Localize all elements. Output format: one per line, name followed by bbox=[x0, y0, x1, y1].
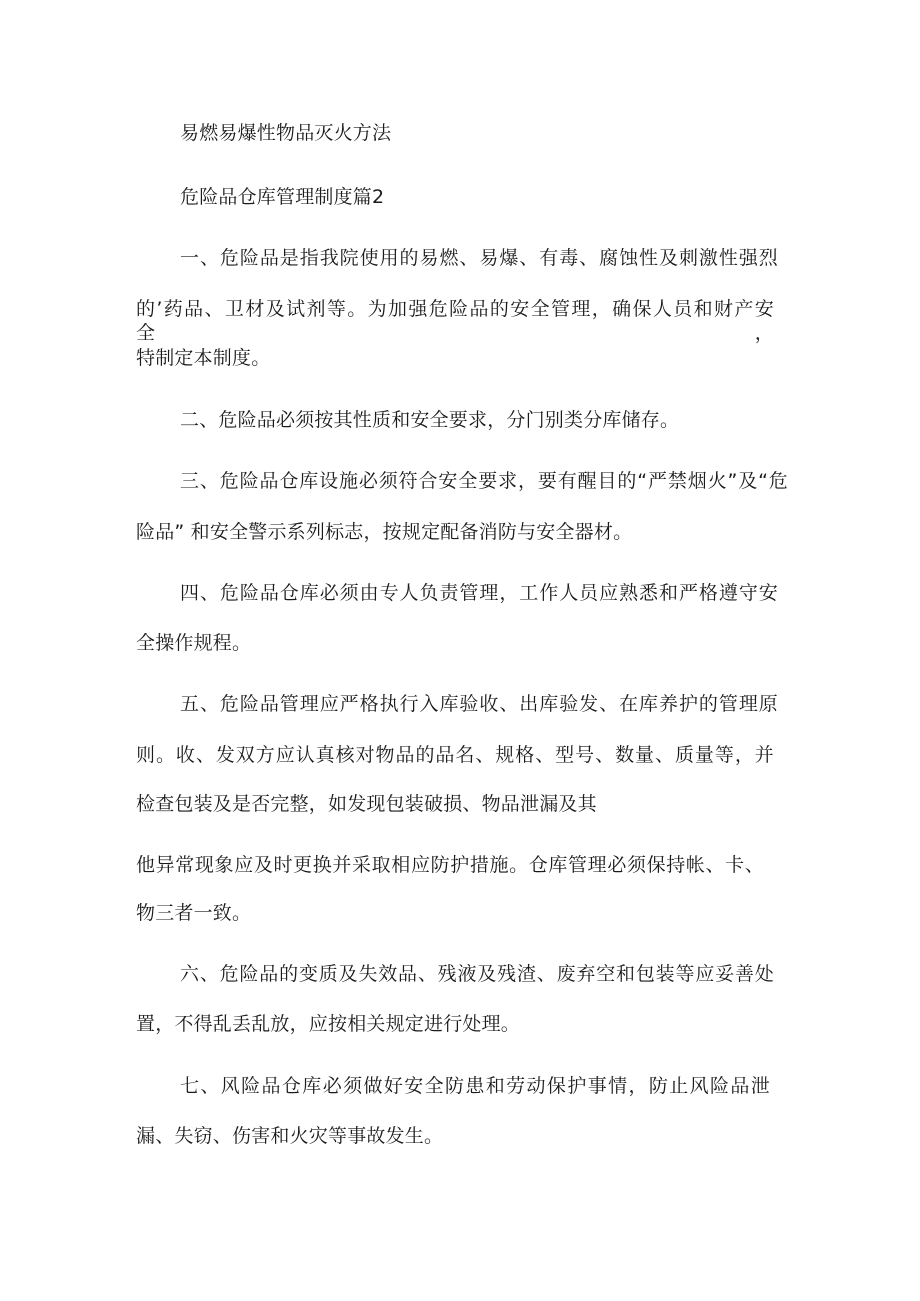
paragraph-7-line-1: 七、风险品仓库必须做好安全防患和劳动保护事情，防止风险品泄 bbox=[180, 1075, 770, 1097]
paragraph-4-line-1: 四、危险品仓库必须由专人负责管理，工作人员应熟悉和严格遵守安 bbox=[180, 582, 778, 604]
document-title: 危险品仓库管理制度篇2 bbox=[180, 186, 385, 208]
paragraph-1-line-3: 特制定本制度。 bbox=[136, 347, 271, 369]
paragraph-5-line-2: 则。收、发双方应认真核对物品的品名、规格、型号、数量、质量等，并 bbox=[136, 744, 774, 766]
paragraph-5-line-3: 检查包装及是否完整，如发现包装破损、物品泄漏及其 bbox=[136, 793, 597, 815]
paragraph-3-line-2: 险品” 和安全警示系列标志，按规定配备消防与安全器材。 bbox=[136, 521, 633, 543]
paragraph-4-line-2: 全操作规程。 bbox=[136, 632, 252, 654]
paragraph-5-continued-line-2: 物三者一致。 bbox=[136, 902, 252, 924]
paragraph-1-line-2: 的’药品、卫材及试剂等。为加强危险品的安全管理，确保人员和财产安全， bbox=[136, 298, 774, 344]
paragraph-1-line-1: 一、危险品是指我院使用的易燃、易爆、有毒、腐蚀性及刺激性强烈 bbox=[180, 247, 778, 269]
paragraph-7-line-2: 漏、失窃、伤害和火灾等事故发生。 bbox=[136, 1125, 444, 1147]
paragraph-5-continued-line-1: 他异常现象应及时更换并采取相应防护措施。仓库管理必须保持帐、卡、 bbox=[136, 854, 764, 876]
section-heading: 易燃易爆性物品灭火方法 bbox=[180, 122, 392, 144]
paragraph-6-line-1: 六、危险品的变质及失效品、残液及残渣、废弃空和包装等应妥善处 bbox=[180, 963, 774, 985]
paragraph-2: 二、危险品必须按其性质和安全要求，分门别类分库储存。 bbox=[180, 409, 680, 431]
paragraph-6-line-2: 置，不得乱丢乱放，应按相关规定进行处理。 bbox=[136, 1013, 521, 1035]
paragraph-3-line-1: 三、危险品仓库设施必须符合安全要求，要有醒目的“严禁烟火”及“危 bbox=[180, 470, 788, 492]
paragraph-5-line-1: 五、危险品管理应严格执行入库验收、出库验发、在库养护的管理原 bbox=[180, 693, 778, 715]
